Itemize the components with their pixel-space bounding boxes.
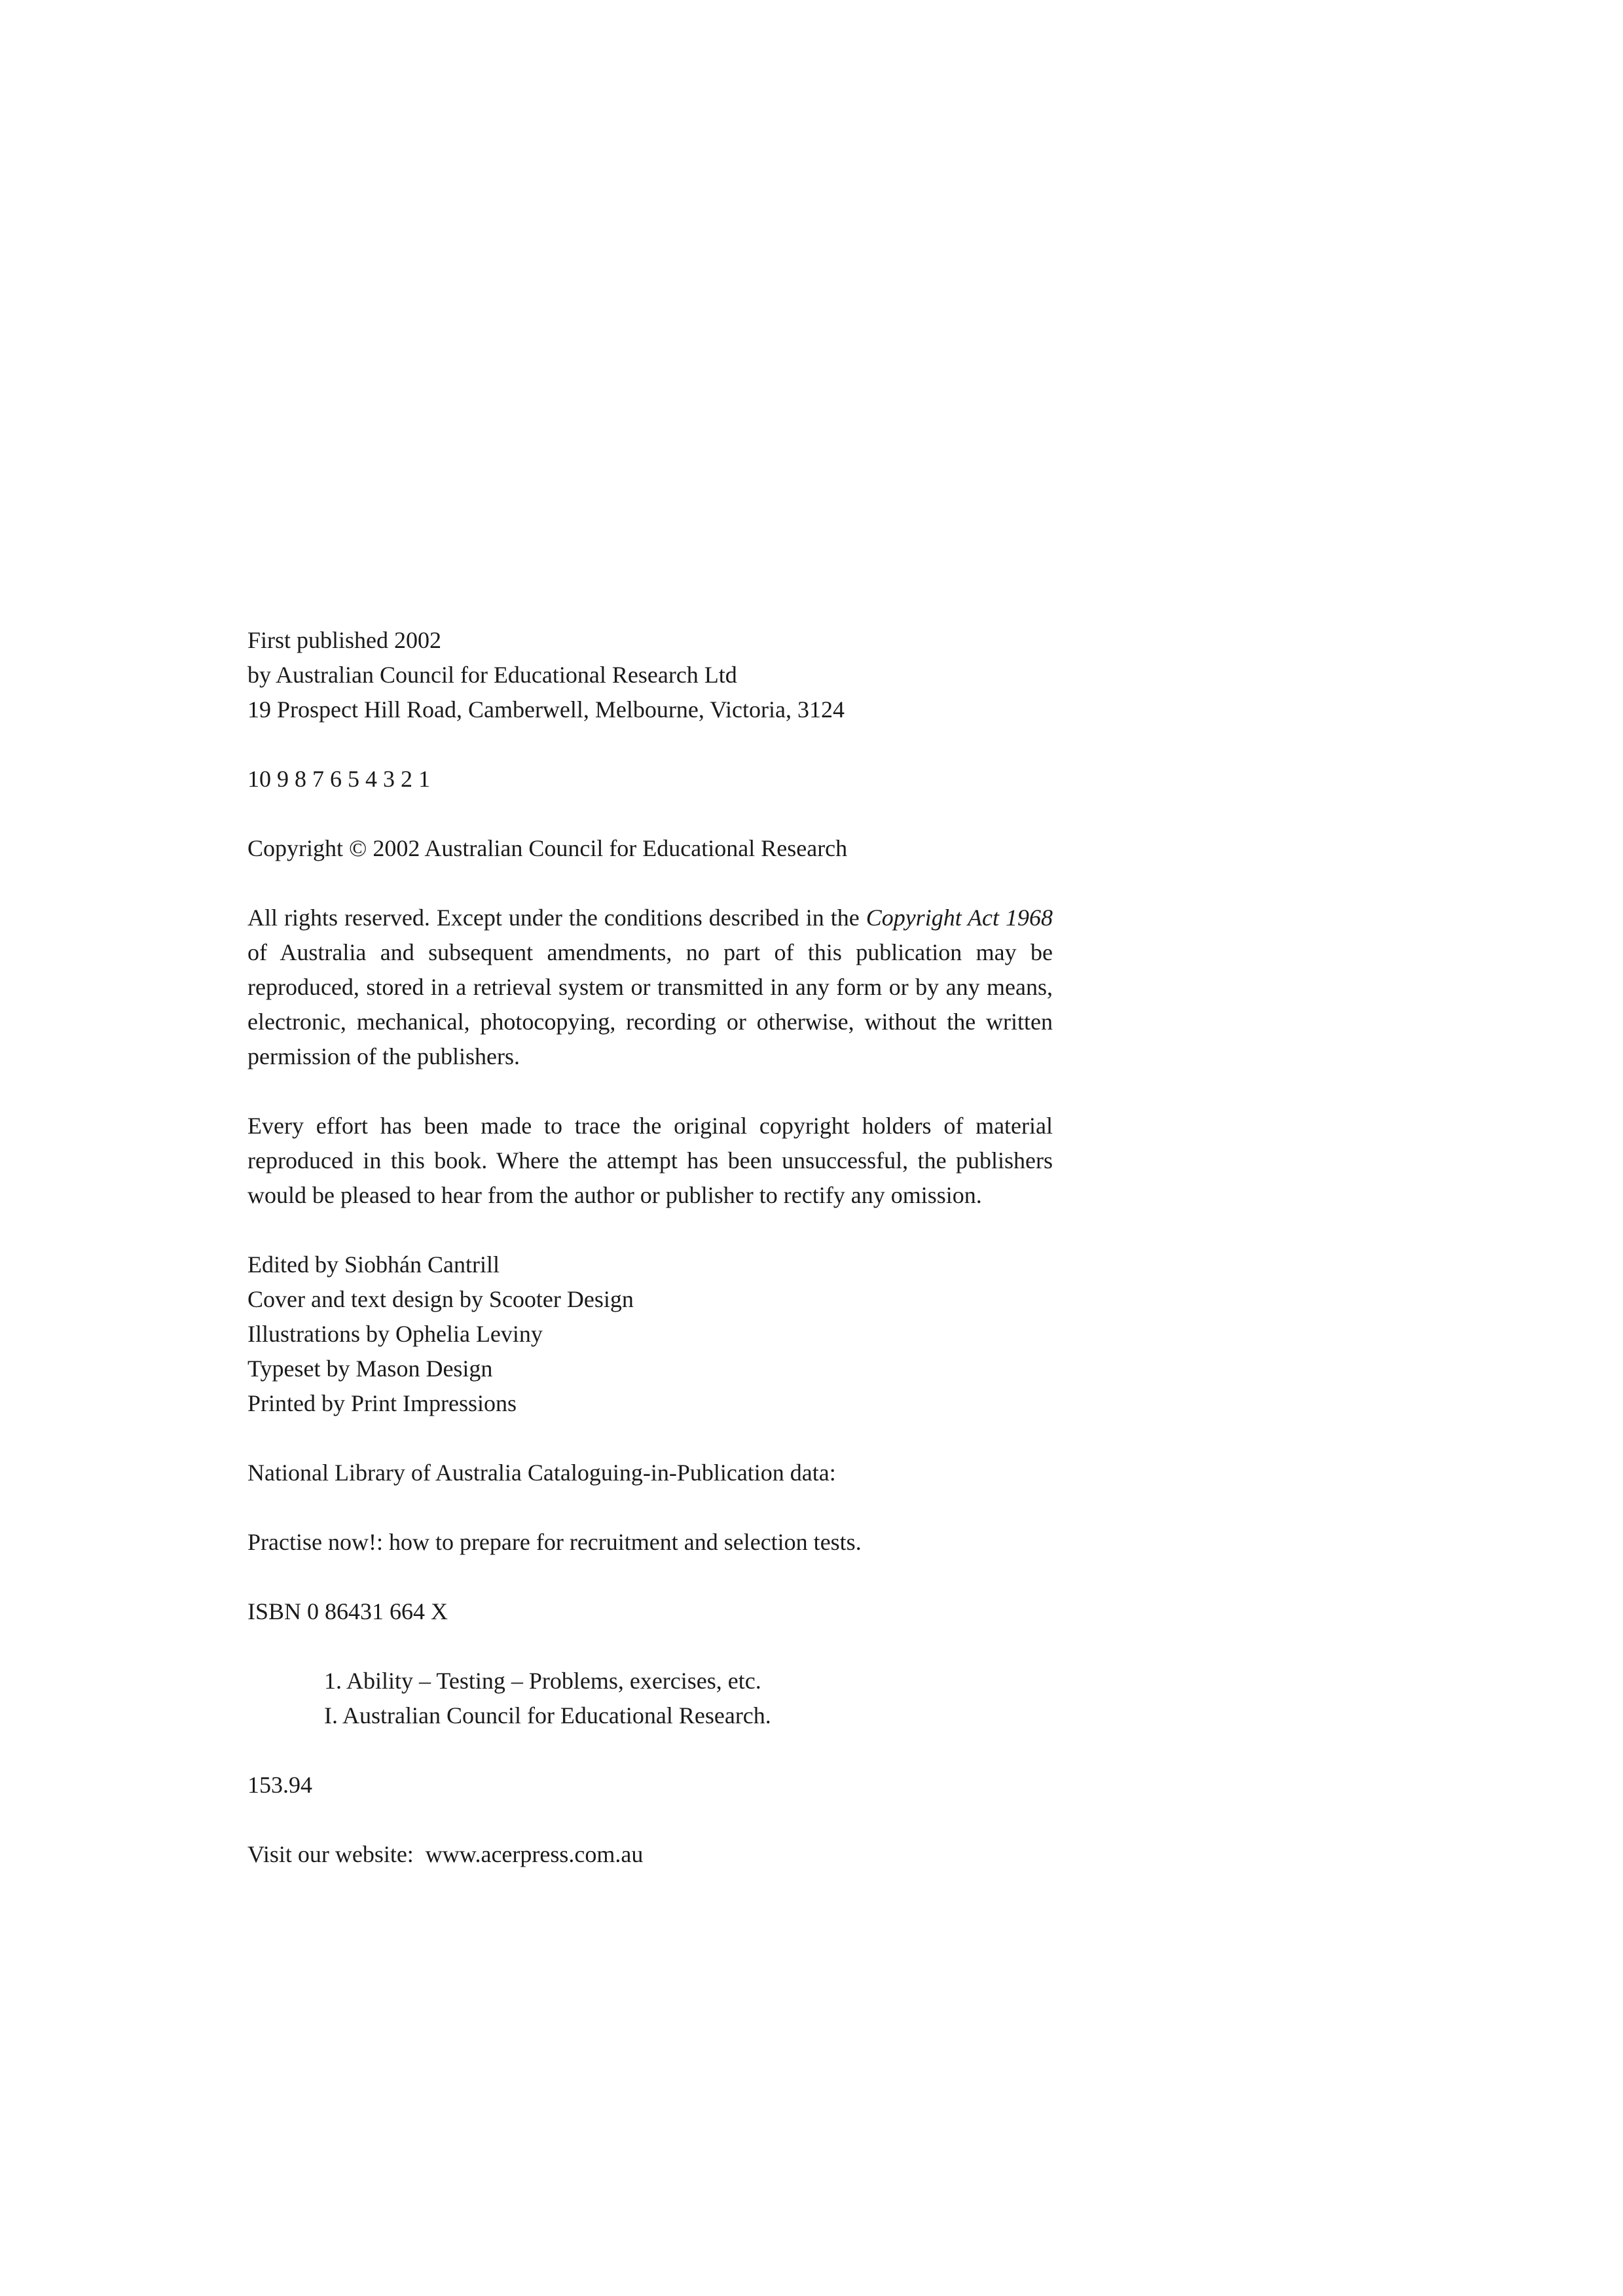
copyright-notice: Copyright © 2002 Australian Council for Educational Research <box>247 835 848 861</box>
classification-block <box>247 1768 1053 1803</box>
dewey-classification: 153.94 <box>247 1772 312 1798</box>
publication-info <box>247 623 1053 727</box>
isbn-block <box>247 1594 1053 1629</box>
cip-title: Practise now!: how to prepare for recruitment and selection tests. <box>247 1529 862 1555</box>
cip-heading-block <box>247 1456 1053 1490</box>
credit-illustrations: Illustrations by Ophelia Leviny <box>247 1321 543 1347</box>
credit-design: Cover and text design by Scooter Design <box>247 1286 634 1312</box>
imprint-content <box>247 623 1053 1907</box>
rights-text-part1: All rights reserved. Except under the conditions described in the <box>247 905 866 931</box>
cip-title-block <box>247 1525 1053 1560</box>
credit-editor: Edited by Siobhán Cantrill <box>247 1251 500 1278</box>
print-number-line: 10 9 8 7 6 5 4 3 2 1 <box>247 766 430 792</box>
copyright-block <box>247 831 1053 866</box>
credits-list <box>247 1247 1053 1421</box>
subject-list <box>247 1664 1053 1733</box>
credit-typeset: Typeset by Mason Design <box>247 1355 493 1382</box>
first-published-line: First published 2002 <box>247 627 442 653</box>
publisher-line: by Australian Council for Educational Research Ltd <box>247 662 737 688</box>
isbn: ISBN 0 86431 664 X <box>247 1598 448 1624</box>
website-line: Visit our website: www.acerpress.com.au <box>247 1841 644 1867</box>
cip-heading: National Library of Australia Cataloguing-in-Publication data: <box>247 1460 836 1486</box>
print-line-block <box>247 762 1053 797</box>
subject-entry: I. Australian Council for Educational Research. <box>324 1702 771 1729</box>
rights-paragraph <box>247 901 1053 1074</box>
credit-printer: Printed by Print Impressions <box>247 1390 517 1416</box>
publisher-address-line: 19 Prospect Hill Road, Camberwell, Melbourne, Victoria, 3124 <box>247 696 845 723</box>
website-block <box>247 1837 1053 1872</box>
subject-entry: 1. Ability – Testing – Problems, exercises, etc. <box>324 1668 761 1694</box>
rights-text-part2: of Australia and subsequent amendments, no part of this publication may be reproduced, stored in a retrieval system or transmitted in any form or by any means, electronic, mechanical, photocopying, recording or otherwise, without the written permission of the publishers. <box>247 939 1053 1069</box>
effort-text: Every effort has been made to trace the original copyright holders of material reproduced in this book. Where the attempt has been unsuccessful, the publishers would be pleased to hear from the author or publisher to rectify any omission. <box>247 1113 1053 1208</box>
effort-paragraph <box>247 1109 1053 1213</box>
copyright-act-title: Copyright Act 1968 <box>866 905 1053 931</box>
